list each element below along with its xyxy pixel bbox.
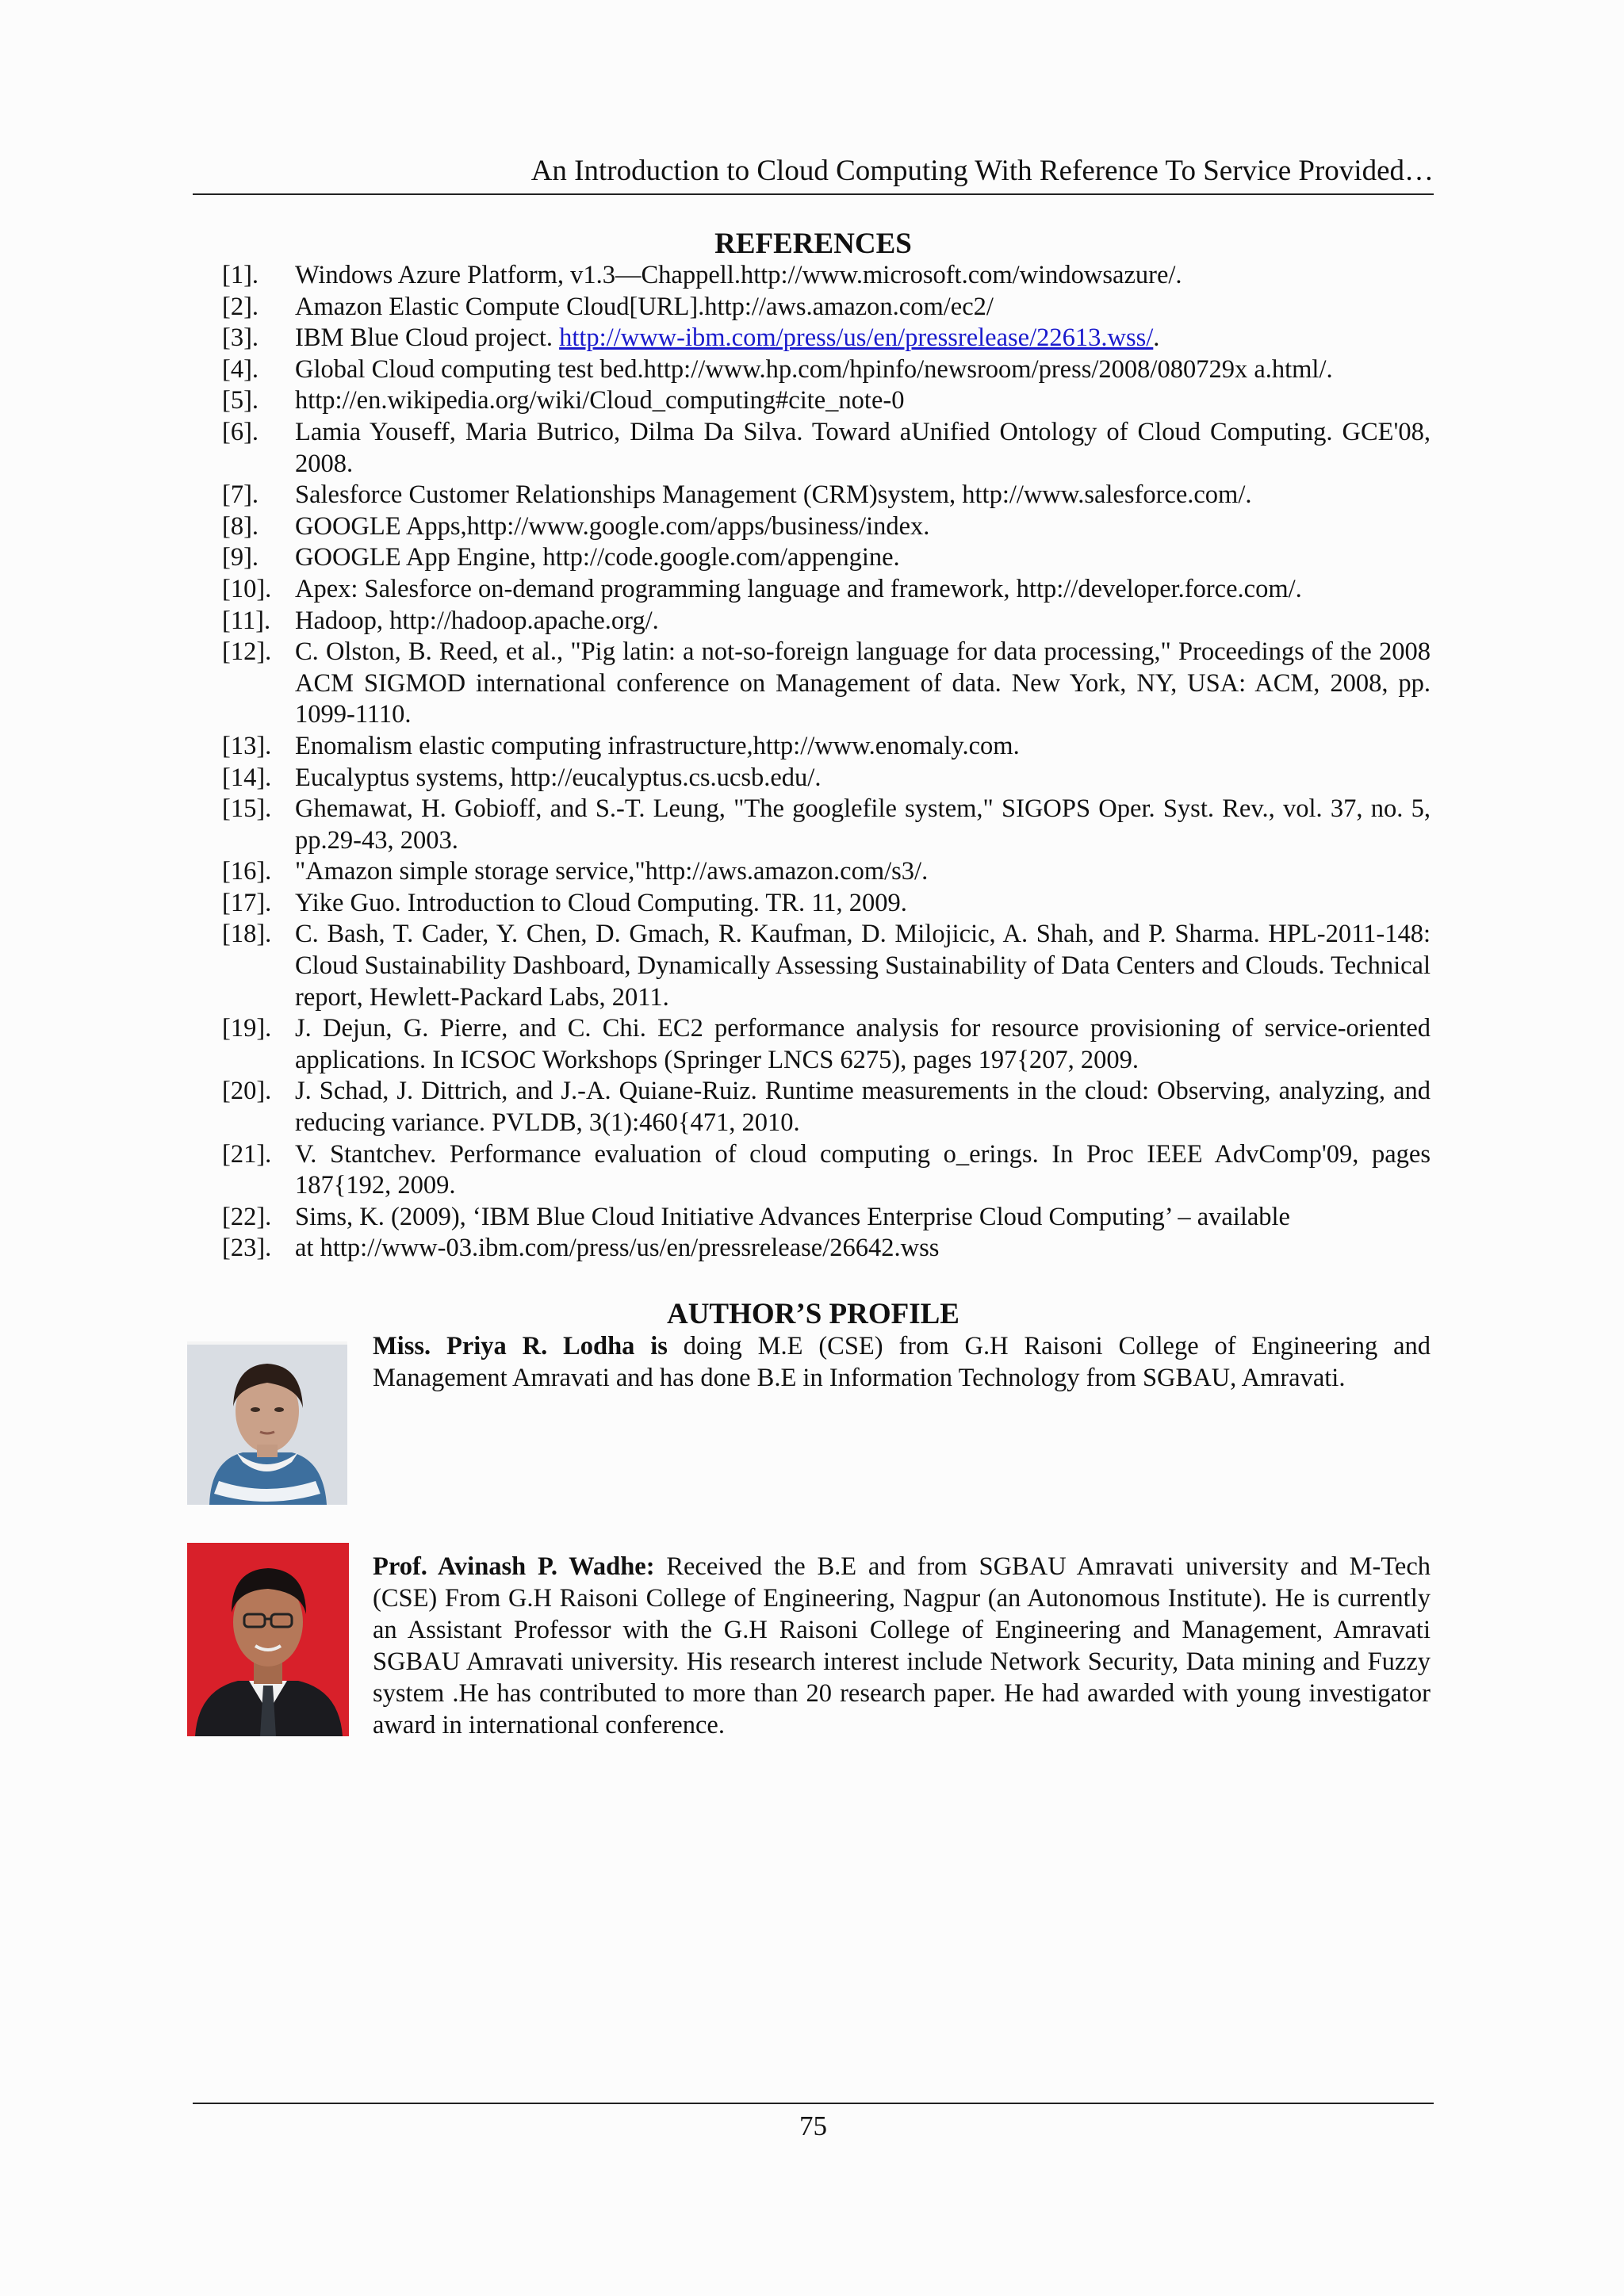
references-list — [222, 260, 1431, 1265]
header-rule — [193, 193, 1434, 195]
author-bio-text: doing M.E (CSE) from G.H Raisoni College of Engineering and Management Amravati and has done B.E in Information Technology from SGBAU, Amravati. — [373, 1332, 1431, 1392]
reference-text — [295, 637, 1431, 731]
reference-body: C. Olston, B. Reed, et al., "Pig latin: a not-so-foreign language for data processing," Proceedings of the 2008 ACM SIGMOD international conference on Management of data. New York, NY, USA: ACM, 2008, pp. 1099-1110. — [295, 637, 1431, 729]
reference-number: [14]. — [222, 763, 272, 792]
author-bio-text: Received the B.E and from SGBAU Amravati university and M-Tech (CSE) From G.H Raisoni College of Engineering, Nagpur (an Autonomous Institute). He is currently an Assistant Professor with the G.H Raisoni College of Engineering and Management, Amravati SGBAU Amravati university. His research interest include Network Security, Data mining and Fuzzy system .He has contributed to more than 20 research paper. He had awarded with young investigator award in international conference. — [373, 1552, 1431, 1739]
reference-body: J. Dejun, G. Pierre, and C. Chi. EC2 performance analysis for resource provisioning of service-oriented applications. In ICSOC Workshops (Springer LNCS 6275), pages 197{207, 2009. — [295, 1014, 1431, 1074]
reference-item — [222, 794, 1431, 856]
reference-number: [9]. — [222, 543, 259, 572]
reference-item — [222, 354, 1431, 386]
reference-link[interactable]: http://www-ibm.com/press/us/en/pressrelease/22613.wss/ — [559, 323, 1154, 353]
reference-body: http://en.wikipedia.org/wiki/Cloud_computing#cite_note-0 — [295, 386, 905, 415]
reference-body: Eucalyptus systems, http://eucalyptus.cs.ucsb.edu/. — [295, 763, 822, 792]
reference-item — [222, 1139, 1431, 1202]
reference-item — [222, 888, 1431, 920]
reference-number: [22]. — [222, 1202, 272, 1231]
reference-text — [295, 1233, 1431, 1265]
reference-body: "Amazon simple storage service,"http://aws.amazon.com/s3/. — [295, 857, 929, 886]
author-bio-avinash-wadhe — [373, 1551, 1431, 1741]
reference-body: Windows Azure Platform, v1.3—Chappell.http://www.microsoft.com/windowsazure/. — [295, 261, 1182, 289]
reference-text — [295, 1202, 1431, 1234]
reference-text — [295, 323, 1431, 354]
reference-suffix: . — [1153, 323, 1160, 353]
reference-item — [222, 763, 1431, 794]
reference-number: [15]. — [222, 794, 272, 824]
reference-item — [222, 1013, 1431, 1076]
reference-number: [4]. — [222, 354, 259, 384]
reference-body: J. Schad, J. Dittrich, and J.-A. Quiane-Ruiz. Runtime measurements in the cloud: Observing, analyzing, and reducing variance. PVLDB, 3(1):460{471, 2010. — [295, 1077, 1431, 1138]
author-name: Prof. Avinash P. Wadhe: — [373, 1552, 655, 1581]
reference-number: [8]. — [222, 511, 259, 541]
reference-item — [222, 919, 1431, 1013]
reference-text — [295, 385, 1431, 417]
reference-item — [222, 1076, 1431, 1138]
page-number: 75 — [799, 2110, 827, 2141]
reference-item — [222, 731, 1431, 763]
reference-item — [222, 1202, 1431, 1234]
reference-text — [295, 856, 1431, 888]
reference-body: IBM Blue Cloud project. — [295, 323, 560, 353]
reference-number: [10]. — [222, 574, 272, 603]
reference-number: [19]. — [222, 1014, 272, 1043]
reference-body: GOOGLE Apps,http://www.google.com/apps/business/index. — [295, 511, 930, 541]
reference-number: [21]. — [222, 1139, 272, 1169]
reference-number: [20]. — [222, 1077, 272, 1106]
reference-number: [1]. — [222, 261, 259, 289]
reference-number: [17]. — [222, 888, 272, 917]
reference-body: Salesforce Customer Relationships Management (CRM)system, http://www.salesforce.com/. — [295, 480, 1252, 510]
reference-text — [295, 794, 1431, 856]
running-head: An Introduction to Cloud Computing With Reference To Service Provided… — [530, 155, 1434, 187]
reference-text — [295, 888, 1431, 920]
reference-text — [295, 260, 1431, 292]
reference-text — [295, 574, 1431, 606]
reference-text — [295, 292, 1431, 323]
reference-text — [295, 1076, 1431, 1138]
reference-number: [12]. — [222, 637, 272, 667]
reference-body: GOOGLE App Engine, http://code.google.com/appengine. — [295, 543, 900, 572]
reference-number: [6]. — [222, 417, 259, 446]
reference-text — [295, 511, 1431, 543]
reference-item — [222, 417, 1431, 480]
reference-text — [295, 1013, 1431, 1076]
author-profile-title: AUTHOR’S PROFILE — [666, 1298, 959, 1330]
reference-number: [18]. — [222, 920, 272, 949]
reference-body: Ghemawat, H. Gobioff, and S.-T. Leung, "The googlefile system," SIGOPS Oper. Syst. Rev., vol. 37, no. 5, pp.29-43, 2003. — [295, 794, 1431, 855]
reference-body: Yike Guo. Introduction to Cloud Computing. TR. 11, 2009. — [295, 888, 907, 917]
reference-item — [222, 292, 1431, 323]
author-photo-avinash-wadhe — [187, 1543, 349, 1736]
reference-text — [295, 763, 1431, 794]
reference-body: Apex: Salesforce on-demand programming language and framework, http://developer.force.com/. — [295, 574, 1302, 603]
reference-item — [222, 323, 1431, 354]
reference-item — [222, 480, 1431, 511]
reference-body: Sims, K. (2009), ‘IBM Blue Cloud Initiative Advances Enterprise Cloud Computing’ – available — [295, 1202, 1290, 1231]
reference-text — [295, 354, 1431, 386]
reference-text — [295, 1139, 1431, 1202]
footer-rule — [193, 2103, 1434, 2104]
reference-item — [222, 1233, 1431, 1265]
reference-text — [295, 919, 1431, 1013]
reference-text — [295, 542, 1431, 574]
reference-body: at http://www-03.ibm.com/press/us/en/pressrelease/26642.wss — [295, 1234, 940, 1263]
reference-text — [295, 417, 1431, 480]
reference-item — [222, 511, 1431, 543]
author-name: Miss. Priya R. Lodha is — [373, 1332, 668, 1360]
reference-body: Amazon Elastic Compute Cloud[URL].http://aws.amazon.com/ec2/ — [295, 292, 994, 321]
reference-item — [222, 637, 1431, 731]
reference-item — [222, 542, 1431, 574]
reference-body: Enomalism elastic computing infrastructure,http://www.enomaly.com. — [295, 731, 1020, 760]
reference-item — [222, 385, 1431, 417]
reference-number: [13]. — [222, 731, 272, 760]
reference-number: [11]. — [222, 606, 271, 635]
reference-body: C. Bash, T. Cader, Y. Chen, D. Gmach, R. Kaufman, D. Milojicic, A. Shah, and P. Sharma. HPL-2011-148: Cloud Sustainability Dashboard, Dynamically Assessing Sustainability of Data Centers and Clouds. Technical report, Hewlett-Packard Labs, 2011. — [295, 920, 1431, 1012]
reference-number: [2]. — [222, 292, 259, 321]
author-photo-priya-lodha — [187, 1341, 347, 1505]
author-bio-priya-lodha — [373, 1330, 1431, 1394]
reference-text — [295, 731, 1431, 763]
reference-body: Lamia Youseff, Maria Butrico, Dilma Da Silva. Toward aUnified Ontology of Cloud Computing. GCE'08, 2008. — [295, 417, 1431, 478]
reference-number: [7]. — [222, 480, 259, 510]
reference-number: [16]. — [222, 857, 272, 886]
references-title: REFERENCES — [714, 228, 912, 260]
reference-item — [222, 574, 1431, 606]
reference-number: [23]. — [222, 1234, 272, 1263]
reference-body: Hadoop, http://hadoop.apache.org/. — [295, 606, 659, 635]
reference-item — [222, 856, 1431, 888]
reference-item — [222, 260, 1431, 292]
reference-text — [295, 480, 1431, 511]
reference-item — [222, 606, 1431, 637]
reference-body: Global Cloud computing test bed.http://www.hp.com/hpinfo/newsroom/press/2008/080729x a.html/. — [295, 354, 1333, 384]
reference-text — [295, 606, 1431, 637]
reference-number: [5]. — [222, 386, 259, 415]
reference-number: [3]. — [222, 323, 259, 353]
reference-body: V. Stantchev. Performance evaluation of cloud computing o_erings. In Proc IEEE AdvComp'09, pages 187{192, 2009. — [295, 1139, 1431, 1200]
